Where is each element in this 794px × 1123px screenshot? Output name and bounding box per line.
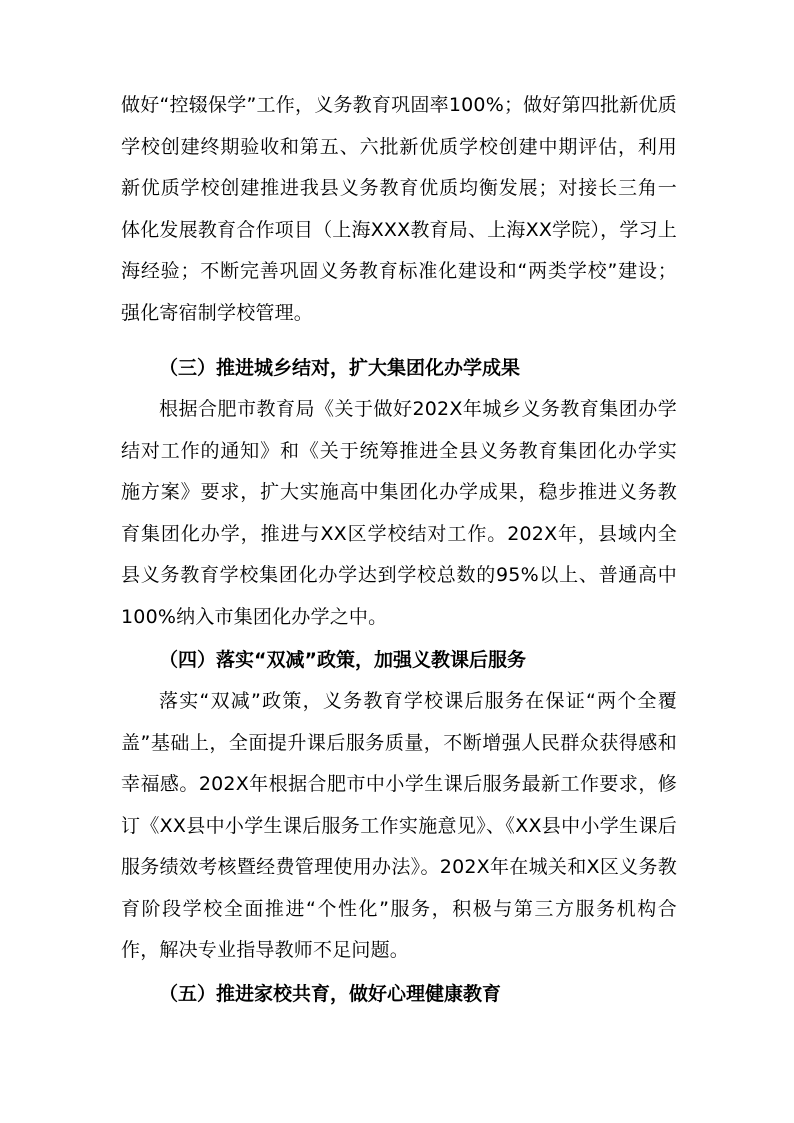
section-heading-4: （四）落实“双减”政策，加强义教课后服务 (159, 649, 526, 671)
section-heading-5: （五）推进家校共育，做好心理健康教育 (159, 983, 502, 1005)
paragraph-intro (121, 85, 677, 334)
paragraph-section-3 (121, 389, 677, 638)
paragraph-intro-text: 做好“控辍保学”工作，义务教育巩固率100%；做好第四批新优质学校创建终期验收和第五、六批新优质学校创建中期评估，利用新优质学校创建推进我县义务教育优质均衡发展；对接长三角一体化发展教育合作项目（上海XXX教育局、上海XX学院），学习上海经验；不断完善巩固义务教育标准化建设和“两类学校”建设；强化寄宿制学校管理。 (121, 94, 677, 324)
paragraph-section-4 (121, 681, 677, 972)
section-heading-3: （三）推进城乡结对，扩大集团化办学成果 (159, 357, 521, 379)
paragraph-section-3-text: 根据合肥市教育局《关于做好202X年城乡义务教育集团办学结对工作的通知》和《关于统筹推进全县义务教育集团化办学实施方案》要求，扩大实施高中集团化办学成果，稳步推进义务教育集团化办学，推进与XX区学校结对工作。202X年，县域内全县义务教育学校集团化办学达到学校总数的95%以上、普通高中100%纳入市集团化办学之中。 (121, 398, 677, 628)
paragraph-section-4-text: 落实“双减”政策，义务教育学校课后服务在保证“两个全覆盖”基础上，全面提升课后服务质量，不断增强人民群众获得感和幸福感。202X年根据合肥市中小学生课后服务最新工作要求，修订《XX县中小学生课后服务工作实施意见》、《XX县中小学生课后服务绩效考核暨经费管理使用办法》。202X年在城关和X区义务教育阶段学校全面推进“个性化”服务，积极与第三方服务机构合作，解决专业指导教师不足问题。 (121, 690, 677, 961)
